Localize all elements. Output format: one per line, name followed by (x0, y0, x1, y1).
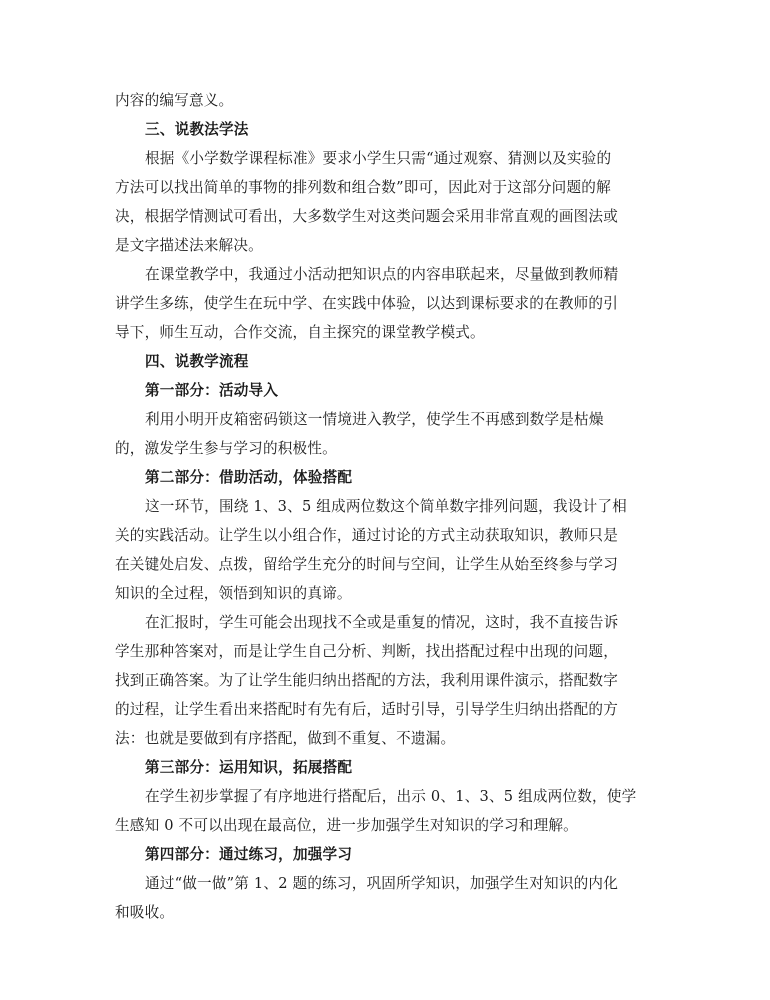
document-page (115, 86, 660, 927)
text-line: 生感知 0 不可以出现在最高位，进一步加强学生对知识的学习和理解。 (115, 817, 578, 834)
section-heading-teaching-process: 四、说教学流程 (145, 353, 249, 370)
subheading-part-four: 第四部分：通过练习，加强学习 (145, 846, 353, 863)
subheading-part-three: 第三部分：运用知识，拓展搭配 (145, 759, 353, 776)
text-line: 的过程，让学生看出来搭配时有先有后，适时引导，引导学生归纳出搭配的方 (115, 701, 618, 718)
text-line: 这一环节，围绕 1、3、5 组成两位数这个简单数字排列问题，我设计了相 (145, 498, 627, 515)
text-line: 是文字描述法来解决。 (115, 237, 263, 254)
text-line: 导下，师生互动，合作交流，自主探究的课堂教学模式。 (115, 324, 485, 341)
text-line: 通过“做一做”第 1、2 题的练习，巩固所学知识，加强学生对知识的内化 (145, 875, 618, 892)
text-line: 和吸收。 (115, 904, 175, 921)
text-line: 在关键处启发、点拨，留给学生充分的时间与空间，让学生从始至终参与学习 (115, 556, 618, 573)
text-line: 知识的全过程，领悟到知识的真谛。 (115, 585, 352, 602)
text-line: 在汇报时，学生可能会出现找不全或是重复的情况，这时，我不直接告诉 (145, 614, 619, 631)
subheading-part-one: 第一部分：活动导入 (145, 382, 279, 399)
text-line: 在课堂教学中，我通过小活动把知识点的内容串联起来，尽量做到教师精 (145, 266, 619, 283)
text-line: 在学生初步掌握了有序地进行搭配后，出示 0、1、3、5 组成两位数，使学 (145, 788, 637, 805)
text-line: 找到正确答案。为了让学生能归纳出搭配的方法，我利用课件演示，搭配数字 (115, 672, 618, 689)
text-line: 法：也就是要做到有序搭配，做到不重复、不遗漏。 (115, 730, 456, 747)
text-line: 根据《小学数学课程标准》要求小学生只需“通过观察、猜测以及实验的 (145, 150, 612, 167)
text-line: 方法可以找出简单的事物的排列数和组合数”即可，因此对于这部分问题的解 (115, 179, 611, 196)
subheading-part-two: 第二部分：借助活动，体验搭配 (145, 469, 353, 486)
section-heading-teaching-methods: 三、说教法学法 (145, 121, 249, 138)
text-line: 的，激发学生参与学习的积极性。 (115, 440, 337, 457)
text-line: 利用小明开皮箱密码锁这一情境进入教学，使学生不再感到数学是枯燥 (145, 411, 604, 428)
text-line: 学生那种答案对，而是让学生自己分析、判断，找出搭配过程中出现的问题， (115, 643, 618, 660)
text-line: 讲学生多练，使学生在玩中学、在实践中体验，以达到课标要求的在教师的引 (115, 295, 618, 312)
text-line: 关的实践活动。让学生以小组合作，通过讨论的方式主动获取知识，教师只是 (115, 527, 618, 544)
text-line: 内容的编写意义。 (115, 92, 234, 109)
text-line: 决，根据学情测试可看出，大多数学生对这类问题会采用非常直观的画图法或 (115, 208, 618, 225)
